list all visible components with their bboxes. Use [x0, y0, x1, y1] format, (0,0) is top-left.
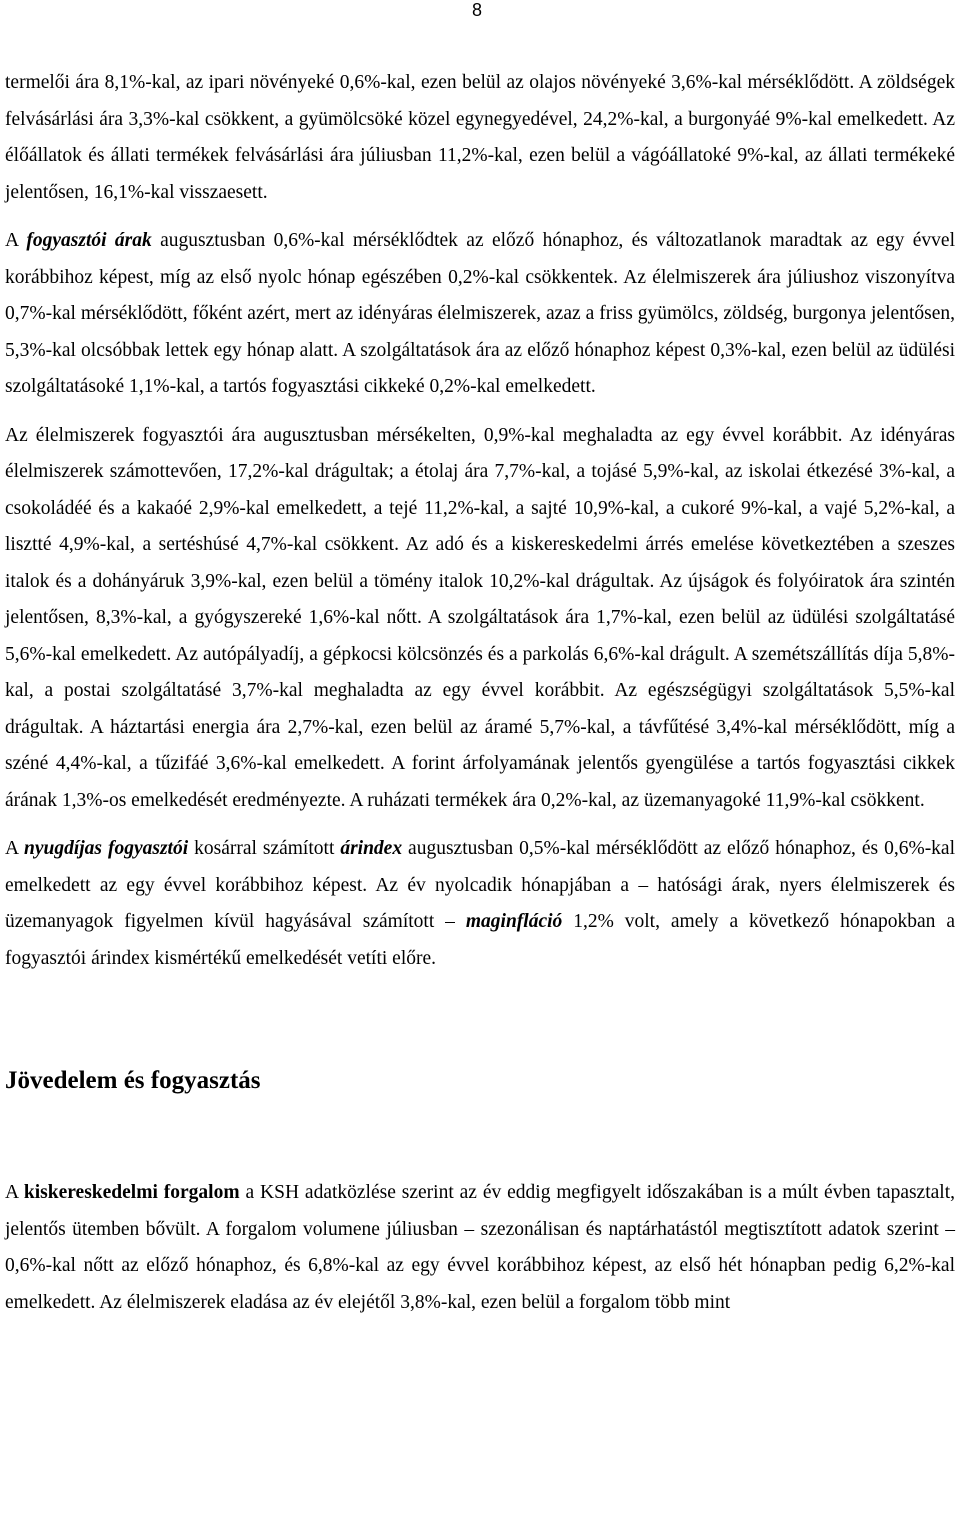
paragraph-text: kosárral számított	[188, 838, 341, 859]
paragraph-consumer-prices	[5, 223, 955, 406]
page-number: 8	[472, 0, 483, 20]
paragraph-text: a KSH adatközlése szerint az év eddig megfigyelt időszakában is a múlt évben tapasztalt, jelentős ütemben bővült. A forgalom volumene júliusban – szezonálisan és naptárhatástól megtisztított adatok szerint – 0,6%-kal nőtt az előző hónaphoz, és 6,8%-kal az egy évvel korábbihoz képest, az első hét hónapban pedig 6,2%-kal emelkedett. Az élelmiszerek eladása az év elejétől 3,8%-kal, ezen belül a forgalom több mint	[5, 1182, 955, 1313]
emphasis-pensioner-consumer: nyugdíjas fogyasztói	[23, 838, 189, 859]
paragraph-pensioner-index	[5, 831, 955, 977]
paragraph-text: augusztusban 0,5%-kal mérséklődött az előző hónaphoz, és 0,6%-kal emelkedett az egy évvel korábbihoz képest. Az év nyolcadik hónapjában a – hatósági árak, nyers élelmiszerek és üzemanyagok figyelmen kívül hagyásával számított –	[5, 838, 956, 932]
paragraph-retail-turnover	[5, 1175, 955, 1321]
paragraph-text: A	[5, 1182, 24, 1203]
paragraph-text: A	[5, 230, 27, 251]
paragraph-text: A	[5, 838, 24, 859]
paragraph-text: termelői ára 8,1%-kal, az ipari növényeké 0,6%-kal, ezen belül az olajos növényeké 3,6%-kal mérséklődött. A zöldségek felvásárlási ára 3,3%-kal csökkent, a gyümölcsöké közel egynegyedével, 24,2%-kal, a burgonyáé 9%-kal emelkedett. Az élőállatok és állati termékek felvásárlási ára júliusban 11,2%-kal, ezen belül a vágóállatoké 9%-kal, az állati termékeké jelentősen, 16,1%-kal visszaesett.	[5, 72, 955, 203]
paragraph-text: Az élelmiszerek fogyasztói ára augusztusban mérsékelten, 0,9%-kal meghaladta az egy évvel korábbit. Az idényáras élelmiszerek számottevően, 17,2%-kal drágultak; a étolaj ára 7,7%-kal, a tojásé 5,9%-kal, az iskolai étkezésé 3%-kal, a csokoládéé és a kakaóé 2,9%-kal emelkedett, a tejé 11,2%-kal, a sajté 10,9%-kal, a cukoré 9%-kal, a vajé 5,2%-kal, a lisztté 4,9%-kal, a sertéshúsé 4,7%-kal csökkent. Az adó és a kiskereskedelmi árrés emelése következtében a szeszes italok és a dohányáruk 3,9%-kal, ezen belül a tömény italok 10,2%-kal drágultak. Az újságok és folyóiratok ára szintén jelentősen, 8,3%-kal, a gyógyszereké 1,6%-kal nőtt. A szolgáltatások ára 1,7%-kal, ezen belül az üdülési szolgáltatásé 5,6%-kal emelkedett. Az autópályadíj, a gépkocsi kölcsönzés és a parkolás 6,6%-kal drágult. A szemétszállítás díja 5,8%-kal, a postai szolgáltatásé 3,7%-kal meghaladta az egy évvel korábbit. Az egészségügyi szolgáltatások 5,5%-kal drágultak. A háztartási energia ára 2,7%-kal, ezen belül az áramé 5,7%-kal, a távfűtésé 3,4%-kal mérséklődött, míg a széné 4,4%-kal, a tűzifáé 3,6%-kal emelkedett. A forint árfolyamának jelentős gyengülése a tartós fogyasztási cikkek árának 1,3%-os emelkedését eredményezte. A ruházati termékek ára 0,2%-kal, az üzemanyagoké 11,9%-kal csökkent.	[5, 424, 955, 811]
emphasis-core-inflation: maginfláció	[465, 911, 563, 932]
emphasis-consumer-prices: fogyasztói árak	[26, 230, 152, 251]
paragraph-text: 1,2% volt, amely a következő hónapokban a fogyasztói árindex kismértékű emelkedését vetíti előre.	[5, 911, 955, 969]
emphasis-retail-turnover: kiskereskedelmi forgalom	[23, 1182, 240, 1203]
emphasis-price-index: árindex	[340, 838, 403, 859]
paragraph-agricultural-prices	[5, 65, 955, 211]
paragraph-text: augusztusban 0,6%-kal mérséklődtek az előző hónaphoz, és változatlanok maradtak az egy évvel korábbihoz képest, míg az első nyolc hónap egészében 0,2%-kal csökkentek. Az élelmiszerek ára júliushoz viszonyítva 0,7%-kal mérséklődött, főként azért, mert az idényáras élelmiszerek, azaz a friss gyümölcs, zöldség, burgonya jelentősen, 5,3%-kal olcsóbbak lettek egy hónap alatt. A szolgáltatások ára az előző hónaphoz képest 0,3%-kal, ezen belül az üdülési szolgáltatásoké 1,1%-kal, a tartós fogyasztási cikkeké 0,2%-kal emelkedett.	[5, 230, 956, 397]
document-body	[5, 65, 955, 1321]
section-heading: Jövedelem és fogyasztás	[5, 1067, 261, 1094]
paragraph-food-prices	[5, 418, 955, 820]
